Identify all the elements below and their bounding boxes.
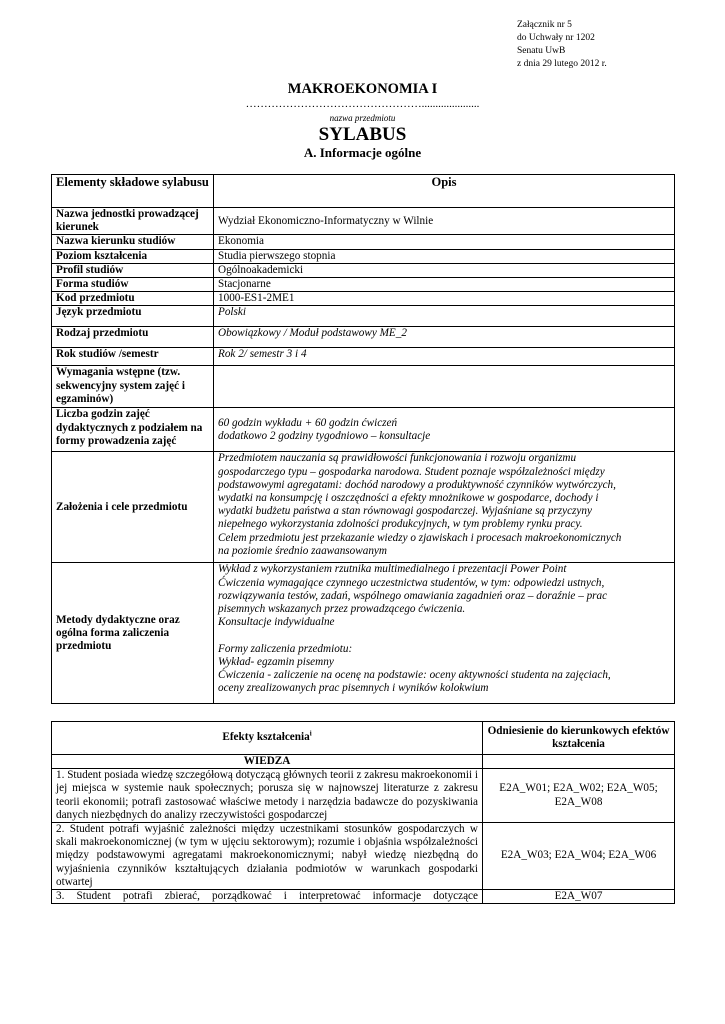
outcome-text: 3. Student potrafi zbierać, porządkować i interpretować informacje dotyczące — [52, 890, 483, 904]
row-value: Obowiązkowy / Moduł podstawowy ME_2 — [214, 327, 675, 348]
row-value: Stacjonarne — [214, 278, 675, 292]
row-value: Wydział Ekonomiczno-Informatyczny w Wilnie — [214, 208, 675, 235]
outcome-text: 1. Student posiada wiedzę szczegółową dotyczącą głównych teorii z zakresu makroekonomii i jej miejsca w systemie nauk społecznych; porusza się w najnowszej literaturze z zakresu teorii ekonomii; potrafi zastosować właściwe metody i narzędzia badawcze do pozyskiwania danych niezbędnych do analizy rzeczywistości gospodarczej — [52, 769, 483, 823]
row-key: Metody dydaktyczne oraz ogólna forma zaliczenia przedmiotu — [52, 563, 214, 704]
value-line: 60 godzin wykładu + 60 godzin ćwiczeń — [218, 416, 398, 429]
annex-line: do Uchwały nr 1202 — [517, 33, 595, 43]
outcome-ref: E2A_W01; E2A_W02; E2A_W05; E2A_W08 — [483, 769, 675, 823]
value-line: Ćwiczenia - zaliczenie na ocenę na podstawie: oceny aktywności studenta na zajęciach, — [218, 669, 611, 682]
row-value: Ogólnoakademicki — [214, 263, 675, 277]
row-value: Rok 2/ semestr 3 i 4 — [214, 348, 675, 366]
course-dots: …………………………………………..................... — [245, 98, 480, 110]
row-key: Nazwa kierunku studiów — [52, 235, 214, 249]
section-heading: A. Informacje ogólne — [303, 145, 422, 160]
row-key: Język przedmiotu — [52, 306, 214, 327]
value-line: wydatki budżetu państwa a stan równowagi gospodarczej. Wyjaśniane są przyczyny — [218, 505, 592, 518]
row-key: Profil studiów — [52, 263, 214, 277]
value-line: rozwiązywania testów, zadań, wspólnego omawiania zagadnień oraz – doraźnie – prac — [218, 589, 608, 602]
annex-line: z dnia 29 lutego 2012 r. — [517, 59, 607, 69]
col-header-desc: Opis — [214, 175, 675, 208]
col-header-effects — [52, 722, 483, 755]
row-key: Forma studiów — [52, 278, 214, 292]
value-line: wydatki na konsumpcję i oszczędności a efekty mnożnikowe w gospodarce, dochody i — [218, 492, 599, 505]
outcome-ref: E2A_W03; E2A_W04; E2A_W06 — [483, 823, 675, 890]
annex-note — [517, 19, 607, 71]
outcome-ref: E2A_W07 — [483, 890, 675, 904]
row-value — [214, 366, 675, 408]
value-line — [218, 629, 670, 642]
row-key: Założenia i cele przedmiotu — [52, 452, 214, 563]
value-line: niepełnego wykorzystania zdolności produkcyjnych, w tym problemy rynku pracy. — [218, 518, 583, 531]
value-line: Wykład z wykorzystaniem rzutnika multimedialnego i prezentacji Power Point — [218, 563, 567, 576]
row-key: Poziom kształcenia — [52, 249, 214, 263]
wiedza-ref-empty — [483, 755, 675, 769]
value-line: Przedmiotem nauczania są prawidłowości funkcjonowania i rozwoju organizmu — [218, 452, 577, 465]
value-line: podstawowymi agregatami: dochód narodowy a produktywność czynników wytwórczych, — [218, 478, 616, 491]
value-line: dodatkowo 2 godziny tygodniowo – konsultacje — [218, 429, 431, 442]
wiedza-heading: WIEDZA — [52, 755, 483, 769]
col-header-elements: Elementy składowe sylabusu — [52, 175, 214, 208]
value-line: gospodarczego typu – gospodarka narodowa. Student poznaje współzależności między — [218, 465, 605, 478]
row-value: 1000-ES1-2ME1 — [214, 292, 675, 306]
row-value: Studia pierwszego stopnia — [214, 249, 675, 263]
annex-line: Załącznik nr 5 — [517, 20, 572, 30]
value-line: na poziomie średnio zaawansowanym — [218, 544, 387, 557]
value-line: Celem przedmiotu jest przekazanie wiedzy o zjawiskach i procesach makroekonomicznych — [218, 531, 622, 544]
value-line: Konsultacje indywidualne — [218, 616, 335, 629]
row-value: Polski — [214, 306, 675, 327]
row-key: Rok studiów /semestr — [52, 348, 214, 366]
row-value — [214, 408, 675, 452]
value-line: Wykład- egzamin pisemny — [218, 655, 334, 668]
course-title: MAKROEKONOMIA I — [287, 81, 438, 97]
value-line: Ćwiczenia wymagające czynnego uczestnictwa studentów, w tym: odpowiedzi ustnych, — [218, 576, 605, 589]
value-line: Formy zaliczenia przedmiotu: — [218, 642, 353, 655]
value-line: oceny zrealizowanych prac pisemnych i wyników kolokwium — [218, 682, 489, 695]
annex-line: Senatu UwB — [517, 46, 566, 56]
learning-outcomes-table — [51, 721, 675, 904]
row-value — [214, 452, 675, 563]
col-header-effects-label: Efekty kształcenia — [222, 731, 310, 744]
value-line: pisemnych wskazanych przez prowadzącego ćwiczenia. — [218, 603, 466, 616]
row-key: Wymagania wstępne (tzw. sekwencyjny system zajęć i egzaminów) — [52, 366, 214, 408]
syllabus-heading: SYLABUS — [318, 124, 407, 145]
course-caption: nazwa przedmiotu — [329, 113, 396, 123]
row-key: Liczba godzin zajęć dydaktycznych z podziałem na formy prowadzenia zajęć — [52, 408, 214, 452]
row-key: Kod przedmiotu — [52, 292, 214, 306]
row-key: Nazwa jednostki prowadzącej kierunek — [52, 208, 214, 235]
row-value — [214, 563, 675, 704]
col-header-reference: Odniesienie do kierunkowych efektów kształcenia — [483, 722, 675, 755]
row-key: Rodzaj przedmiotu — [52, 327, 214, 348]
outcome-text: 2. Student potrafi wyjaśnić zależności między uczestnikami stosunków gospodarczych w skali makroekonomicznej (w tym w ujęciu sektorowym); rozumie i objaśnia współzależności między podstawowymi agregatami makroekonomicznymi; nabył wiedzę niezbędną do wyjaśnienia czynników kształtujących działania podmiotów w warunkach gospodarki otwartej — [52, 823, 483, 890]
general-info-table — [51, 174, 675, 704]
row-value: Ekonomia — [214, 235, 675, 249]
footnote-mark: i — [309, 729, 312, 738]
